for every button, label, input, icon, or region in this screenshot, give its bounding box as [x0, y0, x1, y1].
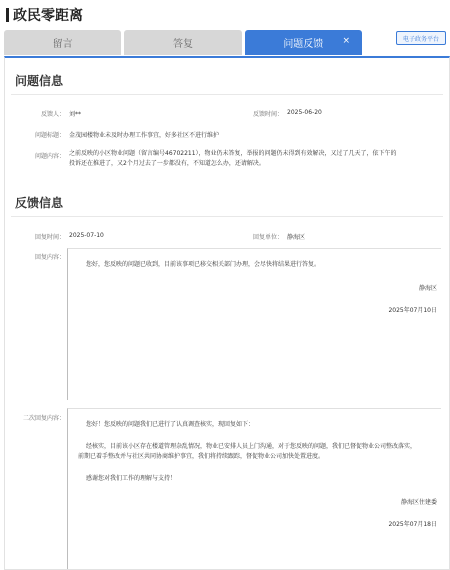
app-title-text: 政民零距离	[13, 8, 83, 24]
close-icon[interactable]: ×	[342, 36, 350, 46]
subject-label: 问题标题：	[34, 132, 65, 139]
content-line: 投诉还在推进了，又2个月过去了一步都没有，不知道怎么办，还请解决。	[69, 160, 265, 167]
second-reply-label: 二次回复内容：	[22, 415, 65, 422]
reply-line: 您好，您反映的问题已收到，目前该事项已移交相关部门办理，会尽快将结果进行答复。	[86, 261, 321, 268]
report-time-value: 2025-06-20	[287, 109, 322, 116]
reply-unit-label: 回复单位：	[252, 234, 283, 241]
section-divider	[11, 94, 443, 95]
tab-reply[interactable]	[124, 30, 241, 55]
second-reply-line: 您好！您反映的问题我们已进行了认真调查核实，现回复如下：	[86, 421, 255, 428]
reporter-label: 反馈人：	[40, 111, 65, 118]
reply-signature: 静海区	[418, 285, 437, 292]
reply-content-label: 回复内容：	[34, 254, 65, 261]
title-accent-bar	[6, 8, 9, 22]
back-button[interactable]: 电子政务平台	[396, 31, 446, 45]
tab-feedback[interactable]	[245, 30, 362, 55]
tab-message[interactable]	[4, 30, 121, 55]
feedback-section-title: 反馈信息	[15, 196, 64, 210]
detail-panel	[4, 56, 450, 570]
tab-bar	[4, 30, 362, 55]
content-text	[69, 149, 441, 169]
report-time-label: 反馈时间：	[252, 111, 283, 118]
reply-content-box	[67, 248, 441, 400]
section-divider	[11, 216, 443, 217]
reply-time-label: 回复时间：	[34, 234, 65, 241]
reporter-value: 刘**	[69, 111, 82, 118]
tab-reply-label: 答复	[172, 39, 193, 50]
second-reply-line: 经核实，目前该小区存在楼道管理杂乱情况，物业已安排人员上门沟通，对于您反映的问题，我们已督促物业公司整改落实，	[86, 443, 417, 450]
second-reply-line: 前期已着手整改并与社区共同协商维护事宜，我们将持续跟踪，督促物业公司加快处置进度。	[78, 453, 325, 460]
reply-unit-value: 静海区	[287, 234, 306, 241]
tab-message-label: 留言	[52, 39, 73, 50]
app-title	[6, 5, 83, 25]
reply-date: 2025年07月10日	[388, 307, 437, 314]
content-line: 之前反映的小区物业问题（留言编号46702211），物业仍未答复，举报的问题仍未得到有效解决，又过了几天了，依下午的	[69, 150, 397, 157]
second-reply-line: 感谢您对我们工作的理解与支持！	[86, 475, 177, 482]
tab-feedback-label: 问题反馈	[283, 39, 324, 50]
reply-time-value: 2025-07-10	[69, 232, 104, 239]
second-reply-box	[67, 408, 441, 570]
content-label: 问题内容：	[34, 153, 65, 160]
problem-section-title: 问题信息	[15, 74, 64, 88]
second-reply-date: 2025年07月18日	[388, 521, 437, 528]
second-reply-signature: 静海区住建委	[400, 499, 437, 506]
subject-value: 金茂园楼物业未及时办理工作事宜，好多社区不进行维护	[69, 132, 220, 139]
